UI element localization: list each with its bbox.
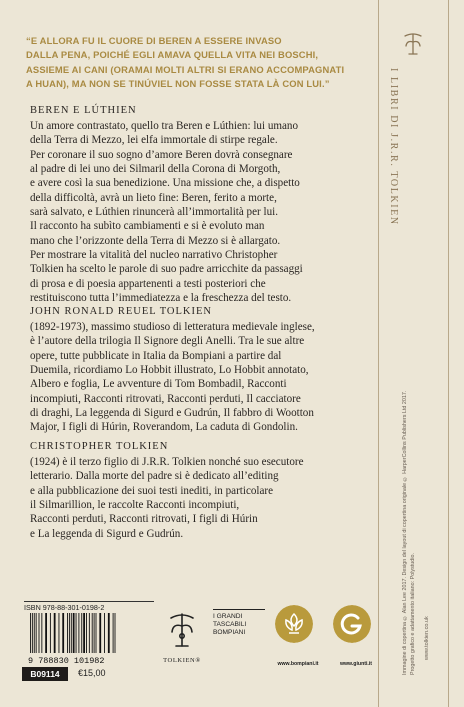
- tolkien-monogram-icon: [399, 30, 427, 58]
- section-title: BEREN E LÚTHIEN: [30, 105, 137, 116]
- barcode-bar: [94, 613, 95, 653]
- section-jrr-tolkien: [30, 306, 382, 435]
- body-line: Tolkien ha scelto le parole di suo padre arricchite da passaggi: [30, 263, 303, 276]
- barcode-digits: 9 788830 101982: [28, 656, 105, 666]
- body-line: il Silmarillion, le raccolte Racconti incompiuti,: [30, 499, 240, 512]
- body-line: Major, I figli di Húrin, Roverandom, La caduta di Gondolin.: [30, 421, 298, 434]
- barcode-bar: [30, 613, 31, 653]
- section-title: JOHN RONALD REUEL TOLKIEN: [30, 306, 213, 317]
- quote-line: “E ALLORA FU IL CUORE DI BEREN A ESSERE INVASO: [26, 35, 282, 46]
- barcode-bar: [54, 613, 56, 653]
- body-line: e alla pubblicazione dei suoi testi inediti, in particolare: [30, 484, 274, 497]
- body-line: Racconti perduti, Racconti ritrovati, I figli di Húrin: [30, 513, 258, 526]
- barcode-bar: [69, 613, 70, 653]
- tolkien-brand: TOLKIEN®: [163, 657, 201, 664]
- barcode-block: [22, 601, 154, 683]
- body-line: (1924) è il terzo figlio di J.R.R. Tolkien nonché suo esecutore: [30, 456, 304, 468]
- barcode-bar: [59, 613, 60, 653]
- barcode-icon: [22, 611, 154, 667]
- barcode-bar: [34, 613, 35, 653]
- series-line: BOMPIANI: [213, 629, 246, 637]
- barcode-bar: [62, 613, 64, 653]
- credit-line: Progetto grafico e adattamento italiano: Polystudio.: [410, 553, 416, 675]
- section-body: [30, 455, 382, 541]
- body-line: della Terra di Mezzo, lei elfa immortale di stirpe regale.: [30, 134, 278, 147]
- quote-line: ASSIEME AI CANI (ORAMAI MOLTI ALTRI SI ERANO ACCOMPAGNATI: [26, 63, 345, 75]
- barcode-bar: [76, 613, 77, 653]
- barcode-bar: [104, 613, 105, 653]
- body-line: di prosa e di poesia appartenenti a testi posteriori che: [30, 277, 266, 290]
- quote-line: A HUAN), MA NON SE TINÚVIEL NON FOSSE STATA LÀ CON LUI.”: [26, 77, 330, 89]
- body-line: Per mostrare la vitalità del nucleo narrativo Christopher: [30, 249, 278, 262]
- body-line: di draghi, La leggenda di Sigurd e Gudrún, Il fabbro di Wootton: [30, 407, 314, 420]
- barcode-bar: [67, 613, 68, 653]
- barcode-bar: [113, 613, 114, 653]
- body-line: letterario. Dalla morte del padre si è dedicato all’editing: [30, 470, 279, 483]
- series-title-vertical: I LIBRI DI J.R.R. TOLKIEN: [388, 68, 399, 226]
- barcode-bar: [32, 613, 33, 653]
- giunti-url: www.giunti.it: [339, 661, 373, 667]
- barcode-bar: [83, 613, 85, 653]
- bompiani-url: www.bompiani.it: [277, 661, 319, 667]
- barcode-bar: [89, 613, 90, 653]
- section-body: [30, 320, 382, 435]
- section-body: [30, 119, 382, 305]
- body-line: opere, tutte pubblicate in Italia da Bompiani a partire dal: [30, 349, 282, 362]
- giunti-logo: [327, 603, 379, 667]
- isbn-number: ISBN 978-88-301-0198-2: [24, 601, 154, 612]
- body-line: e avere così la sua benedizione. Una missione che, a dispetto: [30, 177, 300, 190]
- body-line: della difficoltà, avrà un lieto fine: Beren, ferito a morte,: [30, 191, 277, 204]
- giunti-spiral-icon: [333, 605, 371, 643]
- body-line: sarà salvato, e Lúthien rinuncerà all’immortalità per lui.: [30, 206, 278, 219]
- body-line: restituiscono tutta l’immediatezza e la freschezza del testo.: [30, 292, 292, 305]
- tolkien-monogram-icon: [163, 608, 201, 653]
- body-line: Il racconto ha subìto cambiamenti e si è evoluto man: [30, 220, 265, 233]
- barcode-bar: [96, 613, 97, 653]
- section-christopher-tolkien: [30, 441, 382, 541]
- barcode-bar: [41, 613, 42, 653]
- tolkien-website: www.tolkien.co.uk: [424, 616, 430, 660]
- barcode-bar: [81, 613, 82, 653]
- body-line: (1892-1973), massimo studioso di letteratura medievale inglese,: [30, 321, 315, 333]
- quote-line: DALLA PENA, POICHÉ EGLI AMAVA QUELLA VITA NEI BOSCHI,: [26, 49, 319, 61]
- series-line: TASCABILI: [213, 621, 247, 629]
- section-beren-luthien: [30, 105, 382, 305]
- section-title: CHRISTOPHER TOLKIEN: [30, 441, 169, 452]
- barcode-bar: [86, 613, 87, 653]
- barcode-bar: [92, 613, 93, 653]
- series-line: I GRANDI: [213, 613, 243, 620]
- body-line: Un amore contrastato, quello tra Beren e Lúthien: lui umano: [30, 120, 299, 132]
- bompiani-flower-icon: [275, 605, 313, 643]
- barcode-bar: [115, 613, 116, 653]
- barcode-bar: [45, 613, 47, 653]
- barcode-bar: [73, 613, 75, 653]
- barcode-bar: [99, 613, 101, 653]
- body-line: Duemila, ricordiamo Lo Hobbit illustrato, Lo Hobbit annotato,: [30, 364, 309, 377]
- barcode-bar: [36, 613, 37, 653]
- body-line: incompiuti, Racconti ritrovati, Racconti perduti, Il cacciatore: [30, 392, 301, 405]
- series-label: [213, 609, 265, 638]
- price-label: €15,00: [78, 668, 106, 678]
- body-line: e La leggenda di Sigurd e Gudrún.: [30, 527, 184, 540]
- bompiani-logo: [269, 603, 321, 667]
- book-quote: [26, 34, 376, 91]
- barcode-bar: [78, 613, 79, 653]
- credit-line: Immagine di copertina © Alan Lee 2017. Design del layout di copertina originale © HarperCollins Publishers Ltd 2017.: [402, 390, 408, 675]
- barcode-bar: [71, 613, 72, 653]
- body-line: al padre di lei uno dei Silmaril della Corona di Morgoth,: [30, 163, 281, 176]
- spine-divider: [448, 0, 449, 707]
- barcode-bar: [50, 613, 51, 653]
- body-line: mano che l’orizzonte della Terra di Mezzo si è allargato.: [30, 234, 281, 247]
- body-line: è l’autore della trilogia Il Signore degli Anelli. Tra le sue altre: [30, 335, 305, 348]
- barcode-bar: [108, 613, 110, 653]
- body-line: Per coronare il suo sogno d’amore Beren dovrà consegnare: [30, 148, 293, 161]
- body-line: Albero e foglia, Le avventure di Tom Bombadil, Racconti: [30, 378, 287, 391]
- product-code: B09114: [22, 667, 68, 681]
- barcode-bar: [39, 613, 40, 653]
